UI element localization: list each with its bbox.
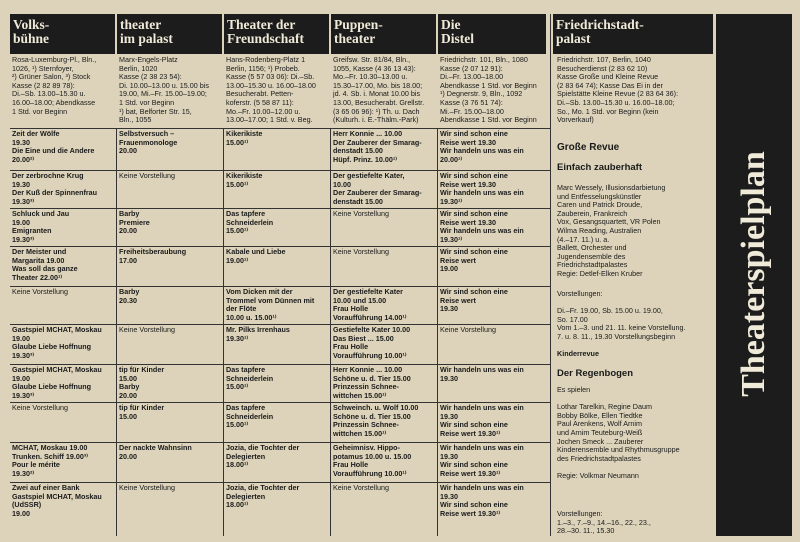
schedule-cell: Das tapfere Schneiderlein 15.00¹⁾ (226, 403, 274, 430)
schedule-cell: tip für Kinder 15.00 Barby 20.00 (119, 365, 165, 400)
kinderrevue-label: Kinderrevue (557, 349, 599, 358)
schedule-cell: Gestiefelte Kater 10.00 Das Biest ... 15.00 Frau Holle Voraufführung 10.00¹⁾ (333, 325, 411, 360)
show2-dates: Vorstellungen: 1.–3., 7.–9., 14.–16., 22., 23., 28.–30. 11., 15.30 (557, 509, 651, 536)
column-address-4: Friedrichstr. 101, Bln., 1080 Kasse (2 07 12 91): Di.–Fr. 13.00–18.00 Abendkasse 1 Std. vor Beginn ¹) Degnerstr. 9, Bln., 1092 Kasse (3 76 51 74): Mi.–Fr. 15.00–18.00 Abendkasse 1 Std. vor Beginn (440, 55, 537, 125)
schedule-cell: Barby Premiere 20.00 (119, 209, 150, 236)
schedule-cell: Das tapfere Schneiderlein 15.00¹⁾ (226, 209, 274, 236)
schedule-cell: Jozia, die Tochter der Delegierten 18.00¹⁾ (226, 483, 300, 510)
schedule-cell: Barby 20.30 (119, 287, 140, 305)
schedule-cell: Keine Vorstellung (440, 325, 496, 334)
schedule-cell: Keine Vorstellung (12, 287, 68, 296)
column-header-3: Puppen- theater (331, 14, 436, 54)
sidebar-title: Theaterspielplan (735, 151, 772, 397)
schedule-cell: Keine Vorstellung (333, 209, 389, 218)
schedule-cell: Der gestiefelte Kater 10.00 und 15.00 Frau Holle Voraufführung 14.00¹⁾ (333, 287, 407, 322)
column-divider (223, 128, 224, 536)
schedule-cell: Wir handeln uns was ein 19.30 (440, 365, 524, 383)
schedule-cell: Jozia, die Tochter der Delegierten 18.00¹⁾ (226, 443, 300, 470)
schedule-cell: Kikerikiste 15.00¹⁾ (226, 171, 263, 189)
schedule-cell: Wir sind schon eine Reise wert 19.30 Wir handeln uns was ein 19.30¹⁾ (440, 171, 524, 206)
column-divider (330, 128, 331, 536)
schedule-cell: Keine Vorstellung (119, 171, 175, 180)
column-header-1: theater im palast (117, 14, 222, 54)
schedule-cell: Herr Konnie ... 10.00 Schöne u. d. Tier 15.00 Prinzessin Schnee- wittchen 15.00¹⁾ (333, 365, 411, 400)
schedule-cell: Gastspiel MCHAT, Moskau 19.00 Glaube Liebe Hoffnung 19.30³⁾ (12, 325, 102, 360)
schedule-cell: Schweinch. u. Wolf 10.00 Schöne u. d. Tier 15.00 Prinzessin Schnee- wittchen 15.00¹⁾ (333, 403, 419, 438)
friedrichstadt-header: Friedrichstadt- palast (553, 14, 713, 54)
schedule-cell: Kabale und Liebe 19.00¹⁾ (226, 247, 286, 265)
schedule-cell: Keine Vorstellung (119, 483, 175, 492)
column-header-2: Theater der Freundschaft (224, 14, 329, 54)
schedule-cell: Vom Dicken mit der Trommel vom Dünnen mit der Flöte 10.00 u. 15.00¹⁾ (226, 287, 315, 322)
column-address-1: Marx-Engels-Platz Berlin, 1020 Kasse (2 38 23 54): Di. 10.00–13.00 u. 15.00 bis 19.00, Mi.–Fr. 15.00–19.00; 1 Std. vor Beginn ¹) bat, Belforter Str. 15, Bln., 1055 (119, 55, 209, 125)
schedule-cell: Schluck und Jau 19.00 Emigranten 19.30³⁾ (12, 209, 70, 244)
schedule-cell: Zwei auf einer Bank Gastspiel MCHAT, Moskau (UdSSR) 19.00 (12, 483, 102, 518)
column-header-4: Die Distel (438, 14, 546, 54)
schedule-cell: Wir sind schon eine Reise wert 19.00 (440, 247, 508, 274)
schedule-cell: Mr. Pilks Irrenhaus 19.30¹⁾ (226, 325, 290, 343)
schedule-cell: Wir sind schon eine Reise wert 19.30 Wir handeln uns was ein 19.30¹⁾ (440, 209, 524, 244)
section-grosse-revue: Große Revue (557, 142, 620, 153)
friedrichstadt-address: Friedrichstr. 107, Berlin, 1040 Besucherdienst (2 83 62 10) Kasse Große und Kleine Revue (2 83 64 74); Kasse Das Ei in der Spielstätte Kleine Revue (2 83 64 36): Di.–Sb. 13.00–15.30 u. 16.00–18.00; So., Mo. 1 Std. vor Beginn (kein Vorverkauf) (557, 55, 679, 125)
schedule-cell: Keine Vorstellung (12, 403, 68, 412)
schedule-cell: Keine Vorstellung (333, 483, 389, 492)
schedule-cell: Keine Vorstellung (333, 247, 389, 256)
schedule-cell: Wir sind schon eine Reise wert 19.30 (440, 287, 508, 314)
schedule-cell: Wir handeln uns was ein 19.30 Wir sind schon eine Reise wert 19.30¹⁾ (440, 483, 524, 518)
schedule-cell: Kikerikiste 15.00¹⁾ (226, 129, 263, 147)
friedrichstadt-panel (553, 14, 713, 536)
schedule-cell: Selbstversuch – Frauenmonologe 20.00 (119, 129, 178, 156)
schedule-cell: Das tapfere Schneiderlein 15.00¹⁾ (226, 365, 274, 392)
schedule-cell: Keine Vorstellung (119, 325, 175, 334)
schedule-cell: Gastspiel MCHAT, Moskau 19.00 Glaube Liebe Hoffnung 19.30³⁾ (12, 365, 102, 400)
show1-dates: Vorstellungen: Di.–Fr. 19.00, Sb. 15.00 u. 19.00, So. 17.00 Vom 1.–3. und 21. 11. keine Vorstellung. 7. u. 8. 11., 19.30 Vorstellungsbeginn (557, 289, 686, 341)
column-address-2: Hans-Rodenberg-Platz 1 Berlin, 1156; ¹) Probeb. Kasse (5 57 03 06): Di.–Sb. 13.00–15.30 u. 16.00–18.00 Besucherabt. Petten- koferstr. (5 58 87 11): Mo.–Fr. 10.00–12.00 u. 13.00–17.00; 1 Std. v. Beg. (226, 55, 316, 125)
show2-cast: Es spielen Lothar Tarelkin, Regine Daum Bobby Bölke, Ellen Tiedtke Paul Arenkens, Wolf Arnim und Arnim Teuteburg-Weiß Jochen Smeck ... Zauberer Kinderensemble und Rhythmusgruppe des Friedrichstadtpalastes Regie: Volkmar Neumann (557, 385, 680, 480)
schedule-cell: tip für Kinder 15.00 (119, 403, 165, 421)
column-address-0: Rosa-Luxemburg-Pl., Bln., 1026, ¹) Sternfoyer, ²) Grüner Salon, ³) Stock Kasse (2 82 89 78): Di.–Sb. 13.00–15.30 u. 16.00–18.00; Abendkasse 1 Std. vor Beginn (12, 55, 97, 116)
schedule-cell: MCHAT, Moskau 19.00 Trunken. Schiff 19.00³⁾ Pour le mérite 19.30²⁾ (12, 443, 89, 478)
schedule-cell: Wir handeln uns was ein 19.30 Wir sind schon eine Reise wert 19.30¹⁾ (440, 403, 524, 438)
schedule-cell: Zeit der Wölfe 19.30 Die Eine und die Andere 20.00²⁾ (12, 129, 95, 164)
column-header-0: Volks- bühne (10, 14, 115, 54)
schedule-cell: Der gestiefelte Kater, 10.00 Der Zauberer der Smarag- denstadt 15.00 (333, 171, 422, 206)
show1-cast: Marc Wessely, Illusionsdarbietung und Entfesselungskünstler Caren und Patrick Droude, Zauberein, Frankreich Vox, Gesangsquartett, VR Polen Wilma Reading, Australien (4.–17. 11.) u. a. Ballett, Orchester und Jugendensemble des Friedrichstadtpalastes Regie: Detlef-Elken Kruber (557, 183, 666, 278)
panel-divider (550, 14, 551, 536)
schedule-cell: Herr Konnie ... 10.00 Der Zauberer der Smarag- denstadt 15.00 Hüpf. Prinz. 10.00¹⁾ (333, 129, 422, 164)
schedule-cell: Der nackte Wahnsinn 20.00 (119, 443, 192, 461)
schedule-cell: Freiheitsberaubung 17.00 (119, 247, 187, 265)
schedule-cell: Wir handeln uns was ein 19.30 Wir sind schon eine Reise wert 19.30¹⁾ (440, 443, 524, 478)
sidebar-banner (716, 14, 792, 536)
show-einfach-zauberhaft: Einfach zauberhaft (557, 162, 642, 173)
column-address-3: Greifsw. Str. 81/84, Bln., 1055, Kasse (4 36 13 43): Mo.–Fr. 10.30–13.00 u. 15.30–17.00, Mo. bis 18.00; jd. 4. Sb. i. Monat 10.00 bis 13.00, Besucherabt. Grellstr. (3 65 06 96): ¹) Th. u. Dach (Kulturh. i. E.-Thälm.-Park) (333, 55, 425, 125)
schedule-cell: Wir sind schon eine Reise wert 19.30 Wir handeln uns was ein 20.00¹⁾ (440, 129, 524, 164)
column-divider (116, 128, 117, 536)
column-divider (437, 128, 438, 536)
schedule-cell: Geheimnisv. Hippo- potamus 10.00 u. 15.00 Frau Holle Voraufführung 10.00¹⁾ (333, 443, 412, 478)
show-regenbogen: Der Regenbogen (557, 368, 634, 379)
schedule-cell: Der zerbrochne Krug 19.30 Der Kuß der Spinnenfrau 19.30³⁾ (12, 171, 98, 206)
schedule-cell: Der Meister und Margarita 19.00 Was soll das ganze Theater 22.00¹⁾ (12, 247, 78, 282)
